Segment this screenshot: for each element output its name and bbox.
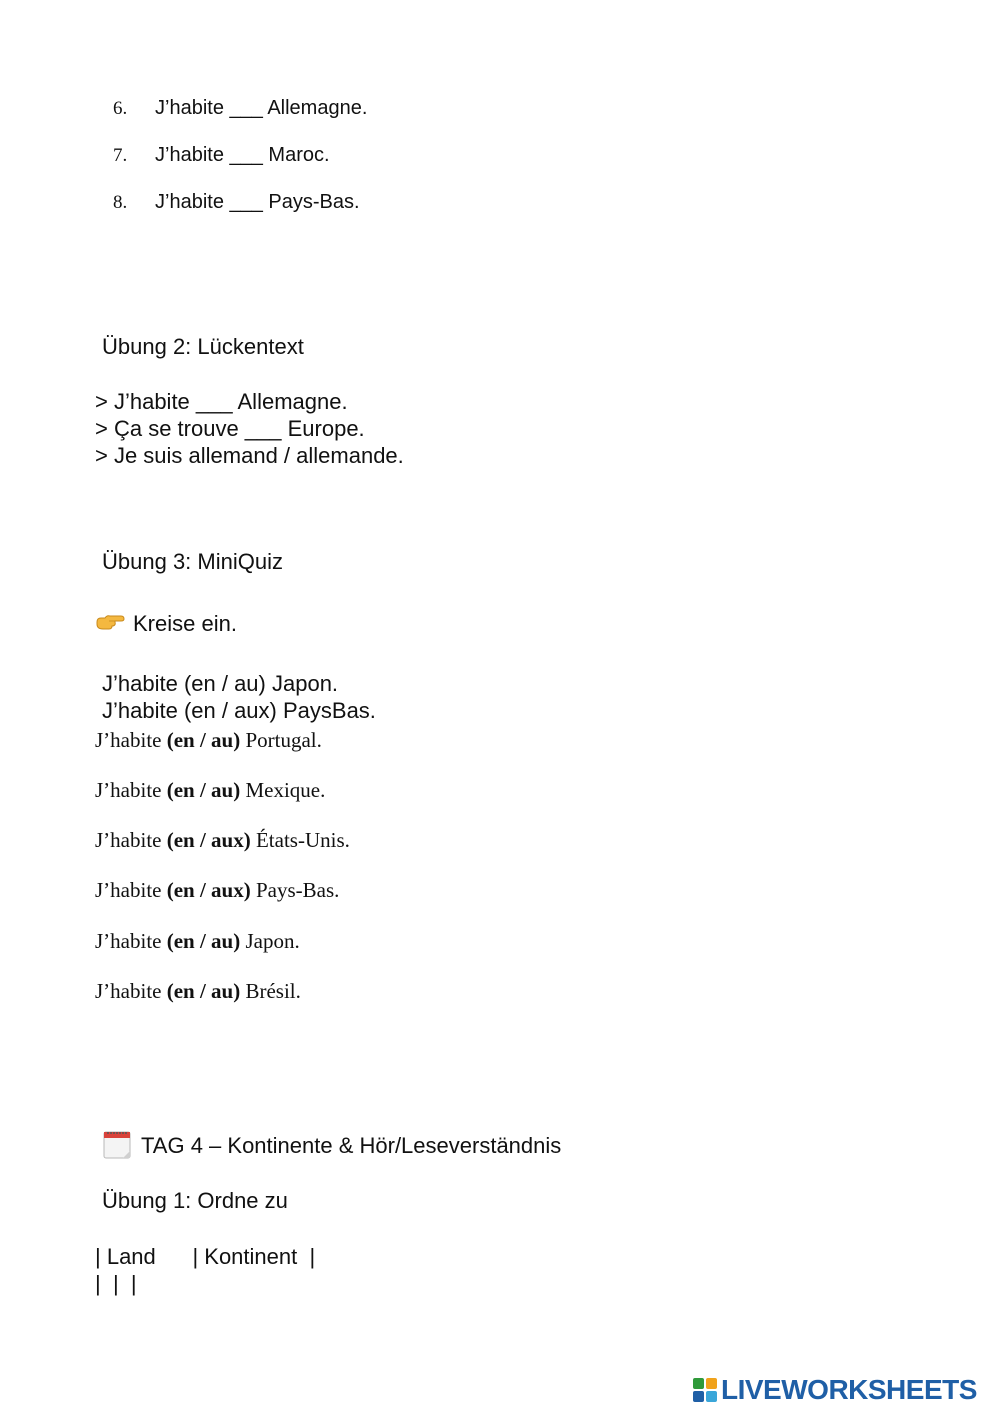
quiz-line: J’habite (en / aux) PaysBas. — [102, 698, 376, 723]
quiz-item-country: Brésil. — [240, 979, 301, 1003]
item-text: J’habite ___ Allemagne. — [155, 97, 368, 119]
quiz-item-country: Pays-Bas. — [250, 878, 340, 902]
exercise-3-title: Übung 3: MiniQuiz — [102, 549, 283, 574]
quiz-item — [95, 728, 322, 753]
quiz-item-choice: (en / au) — [166, 778, 241, 802]
quiz-item — [95, 828, 350, 853]
gap-text-line: > Ça se trouve ___ Europe. — [95, 416, 365, 441]
liveworksheets-logo-icon — [693, 1378, 717, 1402]
item-text: J’habite ___ Maroc. — [155, 144, 330, 166]
quiz-item-prefix: J’habite — [95, 728, 167, 752]
brand-name: LIVEWORKSHEETS — [721, 1374, 977, 1405]
liveworksheets-logo — [693, 1374, 977, 1406]
list-item — [113, 97, 367, 120]
quiz-item-country: États-Unis. — [250, 828, 350, 852]
quiz-item-choice: (en / au) — [166, 979, 241, 1003]
tag-4-heading — [103, 1129, 561, 1159]
quiz-item-prefix: J’habite — [95, 828, 167, 852]
quiz-item-prefix: J’habite — [95, 878, 167, 902]
quiz-item-prefix: J’habite — [95, 778, 167, 802]
list-item — [113, 191, 360, 214]
quiz-item-country: Japon. — [240, 929, 300, 953]
quiz-item — [95, 778, 325, 803]
quiz-item — [95, 929, 300, 954]
quiz-item — [95, 878, 339, 903]
instruction — [95, 611, 237, 637]
gap-text-line: > J’habite ___ Allemagne. — [95, 389, 348, 414]
item-number: 7. — [113, 145, 128, 166]
quiz-item-choice: (en / au) — [166, 728, 241, 752]
item-number: 8. — [113, 192, 128, 213]
tag-4-title: TAG 4 – Kontinente & Hör/Leseverständnis — [141, 1133, 562, 1158]
pointing-hand-icon — [95, 613, 125, 633]
calendar-icon — [103, 1129, 131, 1159]
quiz-line: J’habite (en / au) Japon. — [102, 671, 339, 696]
quiz-item — [95, 979, 301, 1004]
quiz-item-prefix: J’habite — [95, 929, 167, 953]
item-number: 6. — [113, 98, 128, 119]
quiz-item-country: Portugal. — [240, 728, 322, 752]
instruction-text: Kreise ein. — [133, 611, 237, 636]
list-item — [113, 144, 330, 167]
exercise-2-title: Übung 2: Lückentext — [102, 334, 304, 359]
table-header: | Land | Kontinent | — [95, 1244, 316, 1269]
quiz-item-country: Mexique. — [240, 778, 326, 802]
quiz-item-choice: (en / aux) — [166, 878, 251, 902]
table-row: | | | — [95, 1271, 137, 1296]
quiz-item-prefix: J’habite — [95, 979, 167, 1003]
item-text: J’habite ___ Pays-Bas. — [155, 191, 360, 213]
gap-text-line: > Je suis allemand / allemande. — [95, 443, 404, 468]
quiz-item-choice: (en / au) — [166, 929, 241, 953]
quiz-item-choice: (en / aux) — [166, 828, 251, 852]
tag-4-exercise-title: Übung 1: Ordne zu — [102, 1188, 288, 1213]
